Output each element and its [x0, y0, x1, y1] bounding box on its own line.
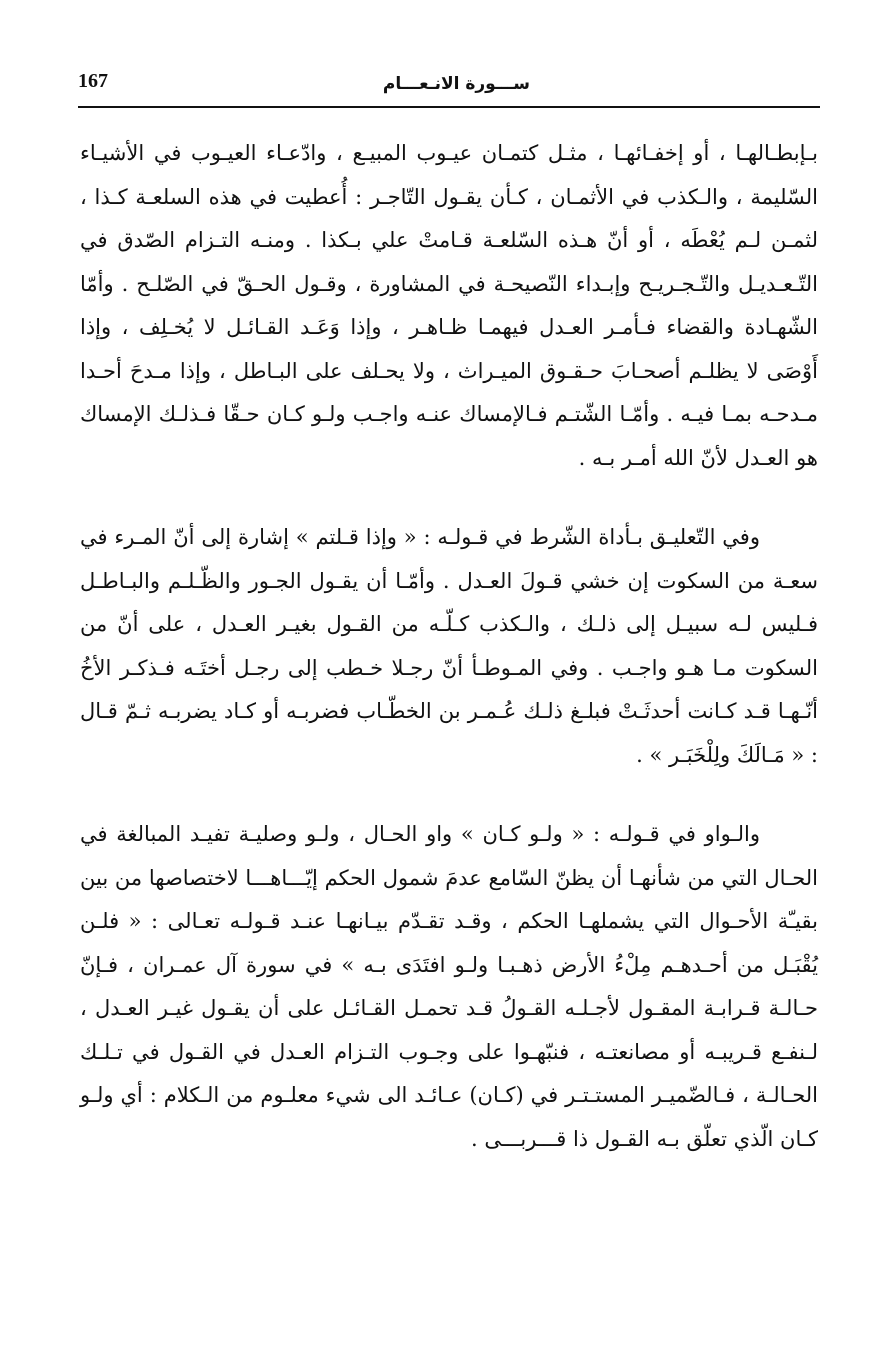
page-header — [78, 66, 820, 108]
page-number: 167 — [78, 70, 108, 92]
paragraph-1: بـإبطـالهـا ، أو إخفـائهـا ، مثـل كتمـان عيـوب المبيـع ، وادّعـاء العيـوب في الأشيـاء السّليمة ، والـكذب في الأثمـان ، كـأن يقـول التّاجـر : أُعطيت في هذه السلعـة كـذا ، لثمـن لـم يُعْطَه ، أو أنّ هـذه السّلعـة قـامتْ علي بـكذا . ومنـه التـزام الصّدق في التّـعـديـل والتّـجـريـح وإبـداء النّصيحـة في المشاورة ، وقـول الحـقّ في الصّلـح . وأمّا الشّهـادة والقضاء فـأمـر العـدل فيهمـا ظـاهـر ، وإذا وَعَـد القـائـل لا يُخـلِف ، وإذا أَوْصَى لا يظلـم أصحـابَ حـقـوق الميـراث ، ولا يحـلف على البـاطل ، وإذا مـدحَ أحـدا مـدحـه بمـا فيـه . وأمّـا الشّتـم فـالإمساك عنـه واجـب ولـو كـان حـقّا فـذلـك الإمساك هو العـدل لأنّ الله أمـر بـه . — [80, 141, 818, 470]
page-body — [80, 132, 818, 1161]
paragraph-2: وفي التّعليـق بـأداة الشّرط في قـولـه : « وإذا قـلتم » إشارة إلى أنّ المـرء في سعـة من السكوت إن خشي قـولَ العـدل . وأمّـا أن يقـول الجـور والظّـلـم والبـاطـل فـليس لـه سبيـل إلى ذلـك ، والـكذب كـلّـه من القـول بغيـر العـدل ، على أنّ من السكوت مـا هـو واجـب . وفي المـوطـأ أنّ رجـلا خـطب إلى رجـل أختَـه فـذكـر الأخُ أنّـهـا قـد كـانت أحدثَـتْ فبلـغ ذلـك عُـمـر بن الخطّـاب فضربـه أو كـاد يضربـه ثـمّ قـال : « مَـالَكَ ولِلْخَبَـر » . — [80, 525, 818, 767]
paragraph-3: والـواو في قـولـه : « ولـو كـان » واو الحـال ، ولـو وصليـة تفيـد المبالغة في الحـال التي من شأنهـا أن يظنّ السّامع عدمَ شمول الحكم إيّـــاهـــا لاختصاصها من بين بقيـّة الأحـوال التي يشملهـا الحكم ، وقـد تقـدّم بيـانهـا عنـد قـولـه تعـالى : « فلـن يُقْبَـل من أحـدهـم مِلْءُ الأرض ذهـبـا ولـو افتَدَى بـه » في سورة آل عمـران ، فـإنّ حـالـة قـرابـة المقـول لأجـلـه القـولُ قـد تحمـل القـائـل على أن يقـول غيـر العـدل ، لـنفـع قـريبـه أو مصانعتـه ، فنبّهـوا على وجـوب التـزام العـدل في القـول في تـلـك الحـالـة ، فـالضّميـر المستـتـر في (كـان) عـائـد الى شيء معلـوم من الـكلام : أي ولـو كـان الّذي تعلّق بـه القـول ذا قـــربـــى . — [80, 822, 818, 1151]
running-title: ســـورة الانـعـــام — [382, 74, 530, 94]
